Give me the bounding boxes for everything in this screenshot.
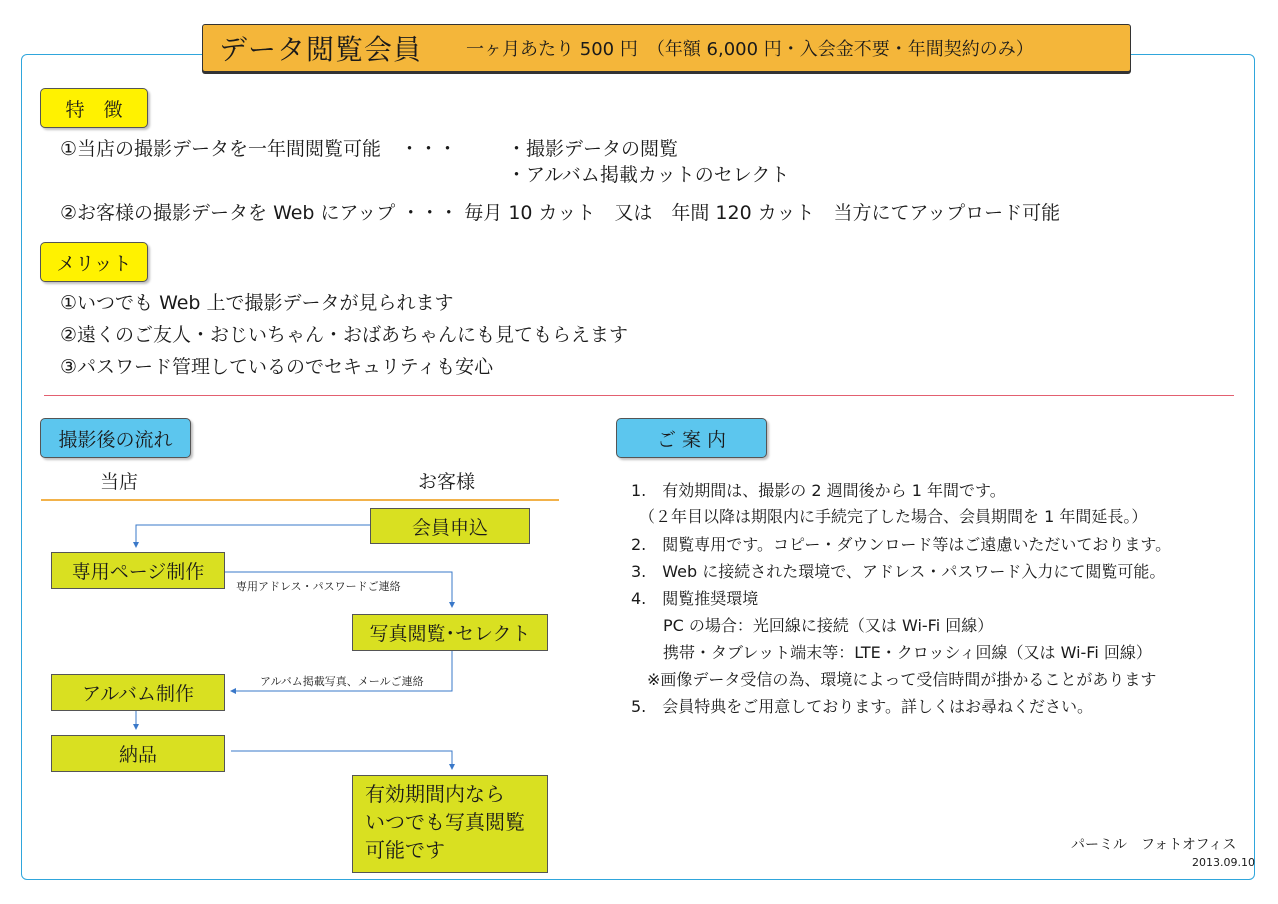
merit-item-2: ②遠くのご友人・おじいちゃん・おばあちゃんにも見てもらえます bbox=[60, 324, 629, 346]
flow-label: 撮影後の流れ bbox=[40, 418, 191, 458]
guide-line-6: PC の場合：光回線に接続（又は Wi-Fi 回線） bbox=[631, 616, 994, 635]
feature-line-2: ②お客様の撮影データを Web にアップ ・・・ 毎月 10 カット 又は 年間 120 カット 当方にてアップロード可能 bbox=[60, 202, 1061, 224]
guide-line-2: （２年目以降は期限内に手続完了した場合、会員期間を 1 年間延長。） bbox=[631, 507, 1148, 526]
merit-item-3: ③パスワード管理しているのでセキュリティも安心 bbox=[60, 356, 494, 378]
price-text: 一ヶ月あたり 500 円 （年額 6,000 円・入会金不要・年間契約のみ） bbox=[466, 39, 1034, 60]
guide-line-3: 2. 閲覧専用です。コピー・ダウンロード等はご遠慮いただいております。 bbox=[631, 535, 1172, 554]
arrow-page-to-select bbox=[225, 572, 452, 607]
note-credentials: 専用アドレス・パスワードご連絡 bbox=[236, 580, 401, 593]
arrow-delivery-to-final bbox=[231, 751, 452, 769]
arrow-select-to-album bbox=[231, 651, 452, 691]
guide-label: ご 案 内 bbox=[616, 418, 767, 458]
column-customer: お客様 bbox=[418, 471, 476, 493]
column-store: 当店 bbox=[100, 471, 139, 493]
final-note-line-3: 可能です bbox=[365, 838, 445, 862]
guide-line-9: 5. 会員特典をご用意しております。詳しくはお尋ねください。 bbox=[631, 697, 1093, 716]
page-title: データ閲覧会員 bbox=[219, 33, 423, 66]
feature-detail-b: ・アルバム掲載カットのセレクト bbox=[507, 164, 790, 186]
guide-line-1: 1. 有効期間は、撮影の 2 週間後から 1 年間です。 bbox=[631, 481, 1006, 500]
step-select: 写真閲覧･セレクト bbox=[352, 614, 548, 651]
step-delivery: 納品 bbox=[51, 735, 225, 772]
feature-detail-a: ・撮影データの閲覧 bbox=[507, 138, 679, 160]
step-apply: 会員申込 bbox=[370, 508, 530, 544]
final-note-line-1: 有効期間内なら bbox=[365, 782, 505, 806]
guide-line-4: 3. Web に接続された環境で、アドレス・パスワード入力にて閲覧可能。 bbox=[631, 562, 1166, 581]
arrow-apply-to-page bbox=[136, 525, 370, 547]
guide-line-8: ※画像データ受信の為、環境によって受信時間が掛かることがあります bbox=[631, 670, 1157, 689]
feature-line-1: ①当店の撮影データを一年間閲覧可能 ・・・ bbox=[60, 138, 458, 160]
guide-line-7: 携帯・タブレット端末等：LTE・クロッシィ回線（又は Wi-Fi 回線） bbox=[631, 643, 1152, 662]
final-note-line-2: いつでも写真閲覧 bbox=[365, 810, 525, 834]
note-album: アルバム掲載写真、メールご連絡 bbox=[260, 675, 424, 688]
merit-item-1: ①いつでも Web 上で撮影データが見られます bbox=[60, 292, 454, 314]
step-page-creation: 専用ページ制作 bbox=[51, 552, 225, 589]
step-album: アルバム制作 bbox=[51, 674, 225, 711]
guide-line-5: 4. 閲覧推奨環境 bbox=[631, 589, 759, 608]
features-label: 特 徴 bbox=[40, 88, 148, 128]
document-date: 2013.09.10 bbox=[1192, 856, 1255, 869]
merits-label: メリット bbox=[40, 242, 148, 282]
company-name: パーミル フォトオフィス bbox=[1071, 837, 1237, 853]
